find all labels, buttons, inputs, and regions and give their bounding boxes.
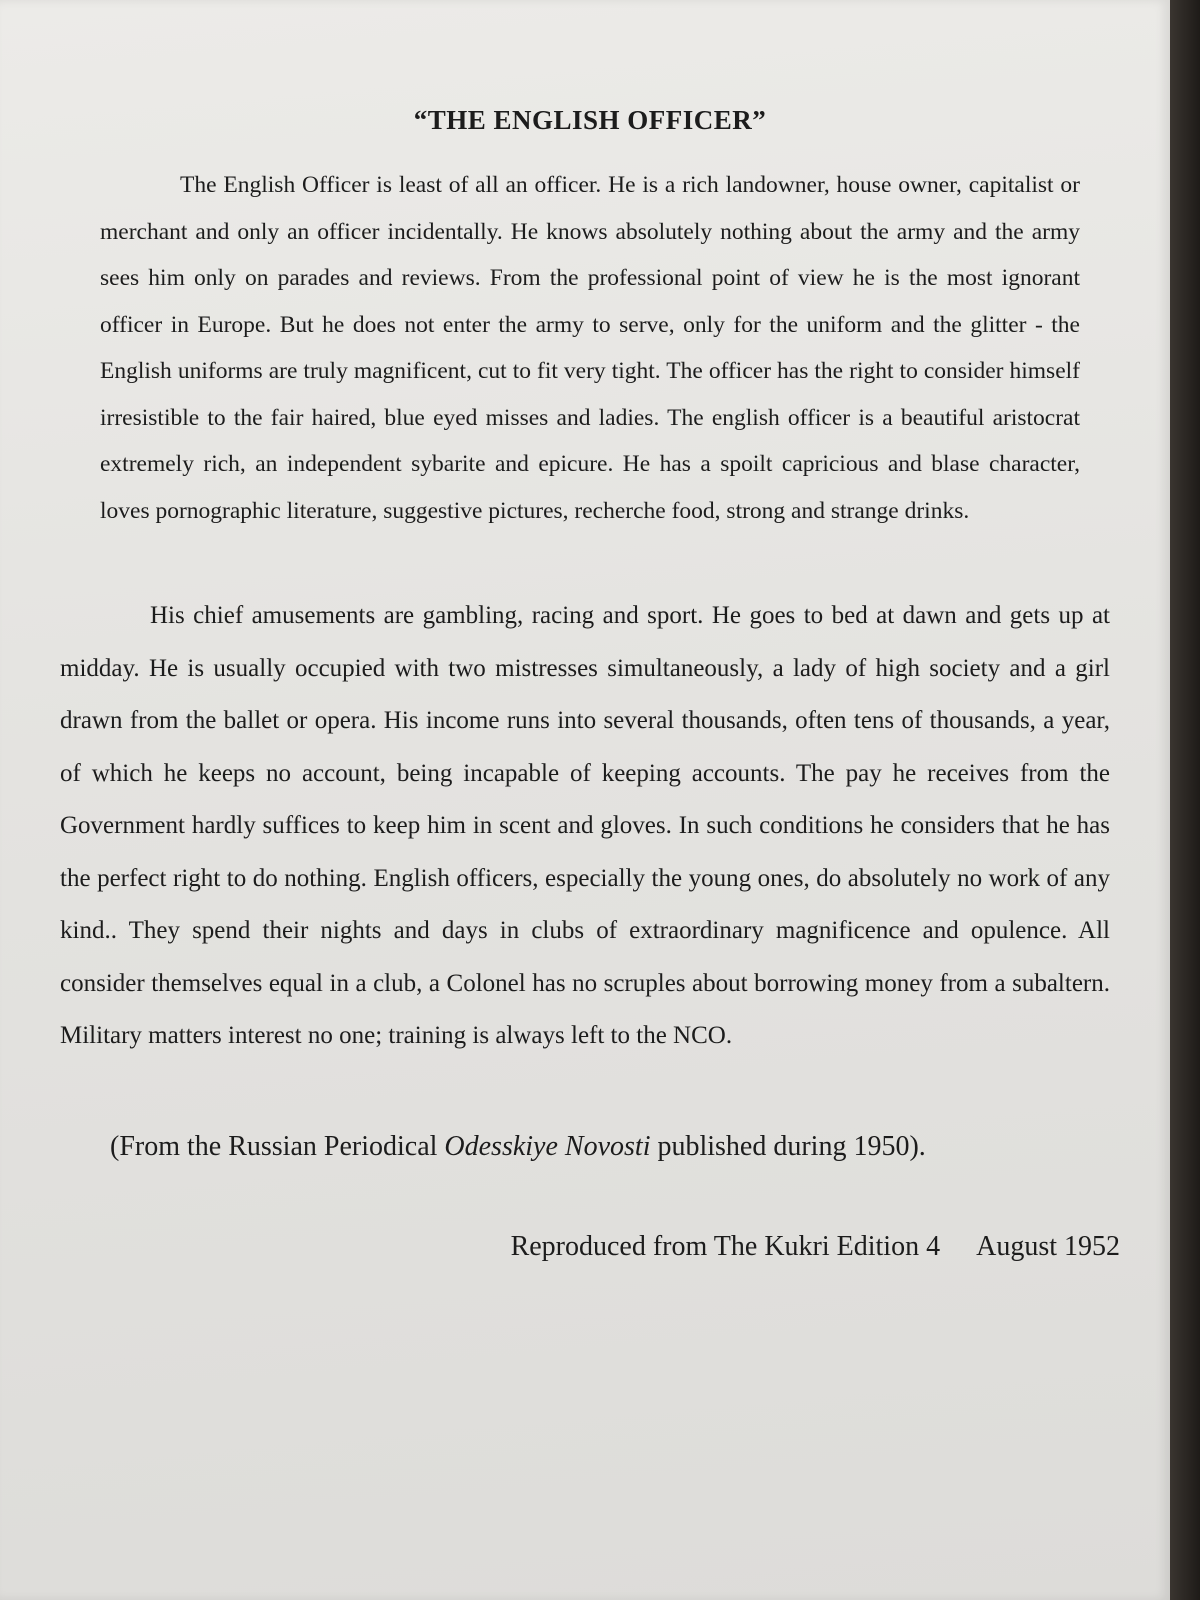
paragraph-1: The English Officer is least of all an officer. He is a rich landowner, house owner, capitalist or merchant and only an officer incidentally. He knows absolutely nothing about the army and the army sees him only on parades and reviews. From the professional point of view he is the most ignorant officer in Europe. But he does not enter the army to serve, only for the uniform and the glitter - the English uniforms are truly magnificent, cut to fit very tight. The officer has the right to consider himself irresistible to the fair haired, blue eyed misses and ladies. The english officer is a beautiful aristocrat extremely rich, an independent sybarite and epicure. He has a spoilt capricious and blase character, loves pornographic literature, suggestive pictures, recherche food, strong and strange drinks. [100,172,1080,524]
source-suffix: published during 1950). [650,1130,926,1162]
source-prefix: (From the Russian Periodical [110,1130,445,1162]
reproduction-source: Reproduced from The Kukri Edition 4 [510,1230,941,1262]
source-citation [110,1131,1120,1163]
periodical-name: Odesskiye Novosti [444,1130,651,1162]
page-edge-shadow [1170,0,1200,1600]
document-content [60,105,1120,1263]
reproduction-date: August 1952 [976,1230,1120,1262]
document-title: “THE ENGLISH OFFICER” [413,105,767,135]
paragraph-2: His chief amusements are gambling, racing and sport. He goes to bed at dawn and gets up at midday. He is usually occupied with two mistresses simultaneously, a lady of high society and a girl drawn from the ballet or opera. His income runs into several thousands, often tens of thousands, a year, of which he keeps no account, being incapable of keeping accounts. The pay he receives from the Government hardly suffices to keep him in scent and gloves. In such conditions he considers that he has the perfect right to do nothing. English officers, especially the young ones, do absolutely no work of any kind.. They spend their nights and days in clubs of extraordinary magnificence and opulence. All consider themselves equal in a club, a Colonel has no scruples about borrowing money from a subaltern. Military matters interest no one; training is always left to the NCO. [60,602,1110,1049]
reproduction-note [60,1231,1120,1263]
